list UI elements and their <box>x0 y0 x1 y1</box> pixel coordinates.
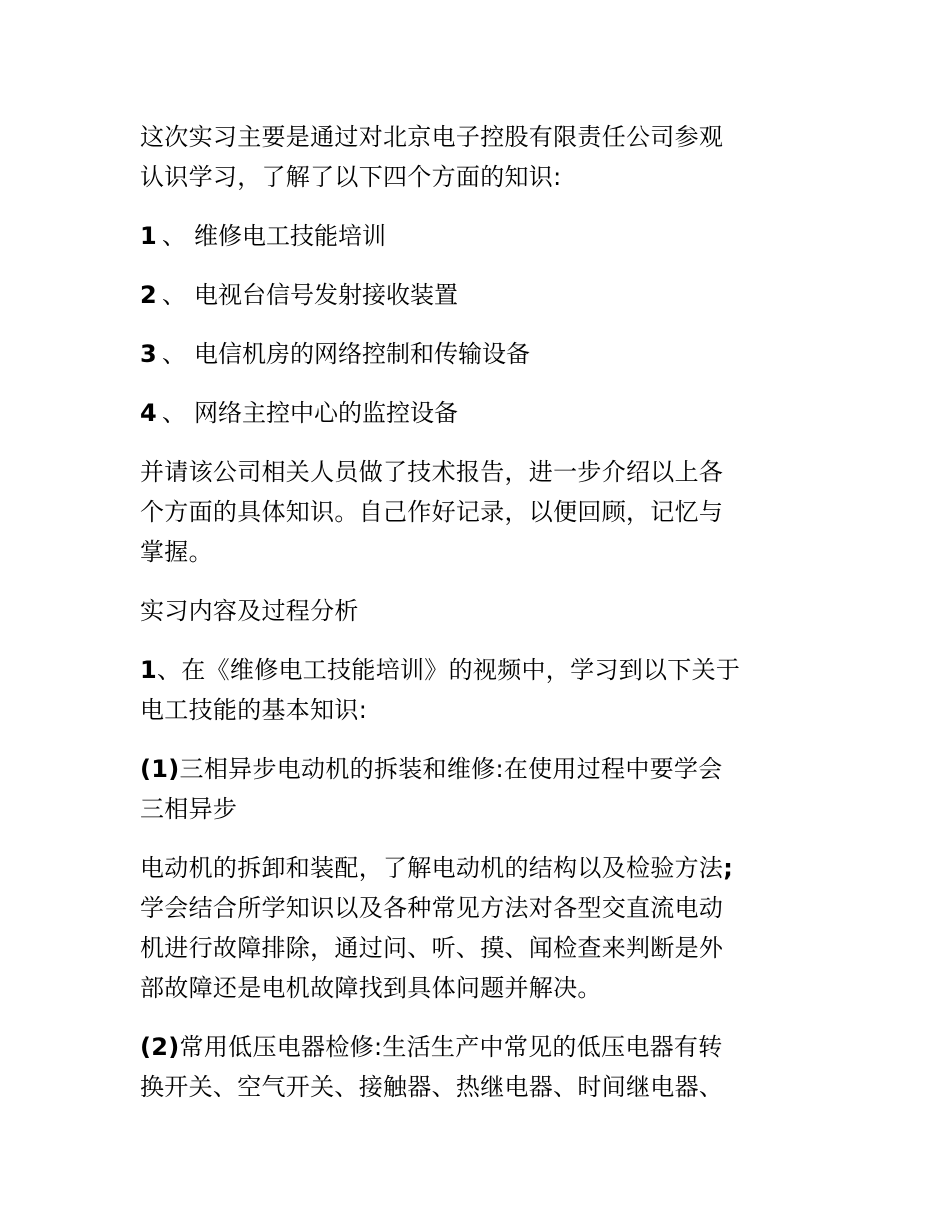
list-item-number: 3 <box>140 340 157 368</box>
subsection-1-marker: (1) <box>140 755 180 783</box>
motor-line-4: 部故障还是电机故障找到具体问题并解决。 <box>140 974 602 1002</box>
list-item <box>140 393 820 433</box>
section-1-line-2: 电工技能的基本知识: <box>140 696 368 724</box>
intro-line-1: 这次实习主要是通过对北京电子控股有限责任公司参观 <box>140 123 724 151</box>
motor-paragraph <box>140 848 820 1008</box>
subsection-2-paragraph <box>140 1027 820 1107</box>
subsection-1-line-2: 三相异步 <box>140 795 238 823</box>
intro-paragraph <box>140 117 820 197</box>
list-item-number: 1 <box>140 222 157 250</box>
list-item-number: 4 <box>140 399 157 427</box>
list-item-separator: 、 <box>162 281 186 309</box>
report-paragraph <box>140 452 820 572</box>
list-item-text: 维修电工技能培训 <box>194 222 386 250</box>
subsection-1-line-1: 三相异步电动机的拆装和维修:在使用过程中要学会 <box>179 755 723 783</box>
motor-line-2: 学会结合所学知识以及各种常见方法对各型交直流电动 <box>140 894 724 922</box>
report-line-1: 并请该公司相关人员做了技术报告，进一步介绍以上各 <box>140 458 724 486</box>
subsection-1-paragraph <box>140 749 820 829</box>
list-item-separator: 、 <box>162 399 186 427</box>
list-item-separator: 、 <box>162 340 186 368</box>
section-1-number: 1 <box>140 656 157 684</box>
motor-line-3: 机进行故障排除，通过问、听、摸、闻检查来判断是外 <box>140 934 724 962</box>
report-line-2: 个方面的具体知识。自己作好记录，以便回顾，记忆与 <box>140 498 724 526</box>
motor-line-1-end: ; <box>723 854 734 882</box>
motor-line-1: 电动机的拆卸和装配，了解电动机的结构以及检验方法 <box>140 854 724 882</box>
section-heading: 实习内容及过程分析 <box>140 597 359 625</box>
list-item-number: 2 <box>140 281 157 309</box>
document-page <box>140 117 820 1126</box>
list-item <box>140 216 820 256</box>
report-line-3: 掌握。 <box>140 538 213 566</box>
subsection-2-line-1: 常用低压电器检修:生活生产中常见的低压电器有转 <box>179 1033 723 1061</box>
section-1-line-1: 、在《维修电工技能培训》的视频中，学习到以下关于 <box>157 656 741 684</box>
list-item <box>140 334 820 374</box>
list-item-text: 电视台信号发射接收装置 <box>194 281 458 309</box>
subsection-2-line-2: 换开关、空气开关、接触器、热继电器、时间继电器、 <box>140 1073 724 1101</box>
list-item-text: 网络主控中心的监控设备 <box>194 399 458 427</box>
section-1-paragraph <box>140 650 820 730</box>
subsection-2-marker: (2) <box>140 1033 180 1061</box>
intro-line-2: 认识学习，了解了以下四个方面的知识: <box>140 163 562 191</box>
list-item-separator: 、 <box>162 222 186 250</box>
list-item-text: 电信机房的网络控制和传输设备 <box>194 340 530 368</box>
list-item <box>140 275 820 315</box>
